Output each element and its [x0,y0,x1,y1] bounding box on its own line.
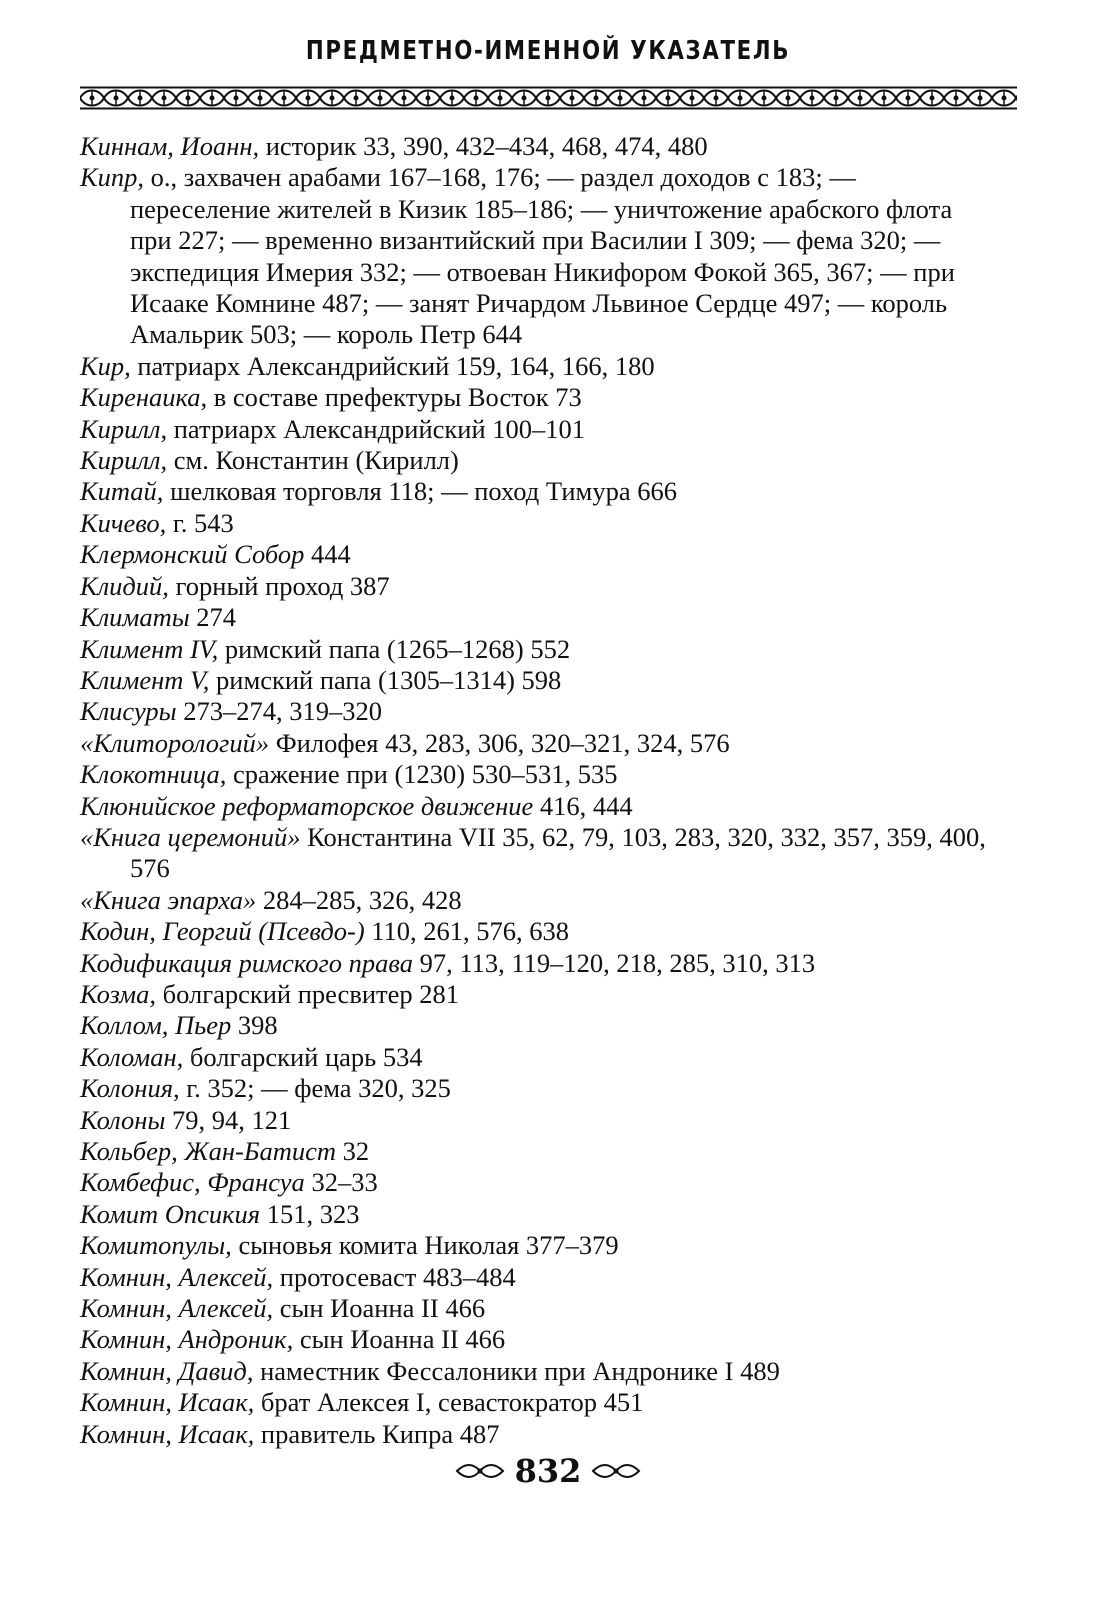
index-references: патриарх Александрийский 100–101 [167,413,586,444]
index-references: сын Иоанна II 466 [273,1293,486,1324]
index-entry [80,979,1000,1010]
index-references: см. Константин (Кирилл) [167,445,459,476]
index-term: «Книга церемоний» [80,821,301,852]
index-references: правитель Кипра 487 [254,1418,500,1449]
index-references: 79, 94, 121 [165,1104,292,1135]
index-term: Киннам, Иоанн, [80,131,260,161]
index-entry [80,602,1000,633]
index-term: Клокотница, [80,759,227,790]
index-entry [80,571,1000,602]
index-entry [80,822,1000,885]
index-term: Комнин, Алексей, [80,1261,274,1292]
index-references: в составе префектуры Восток 73 [207,382,582,413]
index-entry [80,665,1000,696]
index-entry [80,131,1000,162]
index-term: Климент IV, [80,633,219,664]
index-term: Кипр, [80,162,144,193]
index-references: г. 352; — фема 320, 325 [179,1073,451,1104]
index-term: «Клиторологий» [80,727,270,758]
index-references: 416, 444 [533,790,633,821]
index-term: Клермонский Собор [80,539,305,570]
right-footer-ornament [591,1462,641,1480]
index-entry [80,1073,1000,1104]
index-references: 284–285, 326, 428 [256,884,462,915]
index-references: болгарский царь 534 [183,1041,423,1072]
index-entry [80,1262,1000,1293]
index-term: Киренаика, [80,382,208,413]
index-term: Комнин, Давид, [80,1355,254,1386]
index-term: Климаты [80,602,190,633]
index-term: Комит Опсикия [80,1198,261,1229]
index-references: Филофея 43, 283, 306, 320–321, 324, 576 [269,727,730,758]
index-term: Китай, [80,476,164,507]
index-references: брат Алексея I, севастократор 451 [254,1387,644,1418]
index-references: г. 543 [166,507,234,538]
index-entry [80,634,1000,665]
index-entry [80,1293,1000,1324]
index-references: 151, 323 [260,1198,360,1229]
index-entry [80,916,1000,947]
index-references: 32 [336,1136,370,1166]
index-term: Клюнийское реформаторское движение [80,790,534,821]
index-entries [80,131,1000,1450]
index-references: протосеваст 483–484 [273,1261,516,1292]
index-entry [80,759,1000,790]
index-term: Кирилл, [80,445,168,476]
index-references: историк 33, 390, 432–434, 468, 474, 480 [259,131,708,161]
index-entry [80,1136,1000,1167]
index-entry [80,1042,1000,1073]
index-entry [80,696,1000,727]
index-references: патриарх Александрийский 159, 164, 166, 180 [130,350,655,381]
index-term: «Книга эпарха» [80,884,257,915]
index-references: наместник Фессалоники при Андронике I 489 [253,1355,780,1386]
index-term: Козма, [80,978,156,1009]
index-term: Клисуры [80,696,177,727]
index-term: Комнин, Алексей, [80,1293,274,1324]
index-entry [80,885,1000,916]
index-references: 32–33 [304,1167,378,1198]
index-references: 110, 261, 576, 638 [364,916,570,947]
index-references: о., захвачен арабами 167–168, 176; — раздел доходов с 183; — переселение жителей в Кизик 185–186; — уничтожение арабского флота при 227; — временно византийский при Василии I 309; — фема 320; — экспедиция Имерия 332; — отвоеван Никифором Фокой 365, 367; — при Исааке Комнине 487; — занят Ричардом Львиное Сердце 497; — король Амальрик 503; — король Петр 644 [130,162,955,350]
index-term: Кичево, [80,507,167,538]
index-term: Коллом, Пьер [80,1010,232,1041]
index-entry [80,382,1000,413]
index-entry [80,414,1000,445]
index-term: Клидий, [80,570,169,601]
index-references: римский папа (1265–1268) 552 [218,633,571,664]
index-references: 97, 113, 119–120, 218, 285, 310, 313 [412,947,816,978]
index-entry [80,476,1000,507]
index-entry [80,1419,1000,1450]
index-term: Комнин, Исаак, [80,1387,255,1418]
index-entry [80,1387,1000,1418]
index-entry [80,508,1000,539]
index-references: сыновья комита Николая 377–379 [231,1230,619,1261]
index-references: 444 [304,539,351,570]
index-term: Коломан, [80,1041,184,1072]
left-footer-ornament [455,1462,505,1480]
index-term: Кодификация римского права [80,947,413,978]
index-term: Климент V, [80,664,210,695]
page-footer [0,1452,1096,1490]
index-references: Константина VII 35, 62, 79, 103, 283, 320, 332, 357, 359, 400, 576 [130,821,986,884]
index-term: Колония, [80,1073,180,1104]
index-entry [80,1010,1000,1041]
index-entry [80,1105,1000,1136]
index-entry [80,445,1000,476]
running-header: ПРЕДМЕТНО-ИМЕННОЙ УКАЗАТЕЛЬ [305,36,791,66]
index-entry [80,1167,1000,1198]
page-number: 832 [514,1452,582,1490]
index-entry [80,1199,1000,1230]
index-entry [80,162,1000,350]
index-term: Кирилл, [80,413,168,444]
index-references: римский папа (1305–1314) 598 [209,664,562,695]
index-term: Колоны [80,1104,166,1135]
index-references: 273–274, 319–320 [176,696,382,727]
ornamental-divider [80,86,1017,110]
index-term: Комнин, Исаак, [80,1418,255,1449]
index-entry [80,351,1000,382]
index-term: Комнин, Андроник, [80,1324,294,1355]
index-term: Комитопулы, [80,1230,232,1261]
index-term: Кольбер, Жан-Батист [80,1136,337,1166]
index-term: Кир, [80,350,131,381]
index-entry [80,1230,1000,1261]
index-entry [80,948,1000,979]
index-entry [80,1324,1000,1355]
index-term: Кодин, Георгий (Псевдо-) [80,916,365,947]
index-references: болгарский пресвитер 281 [155,978,459,1009]
index-entry [80,539,1000,570]
index-entry [80,728,1000,759]
index-references: 398 [231,1010,278,1041]
index-entry [80,791,1000,822]
index-references: сражение при (1230) 530–531, 535 [226,759,618,790]
index-references: сын Иоанна II 466 [293,1324,506,1355]
index-references: горный проход 387 [168,570,390,601]
index-references: 274 [189,602,237,633]
index-references: шелковая торговля 118; — поход Тимура 666 [163,476,677,507]
index-entry [80,1356,1000,1387]
index-term: Комбефис, Франсуа [80,1167,305,1198]
